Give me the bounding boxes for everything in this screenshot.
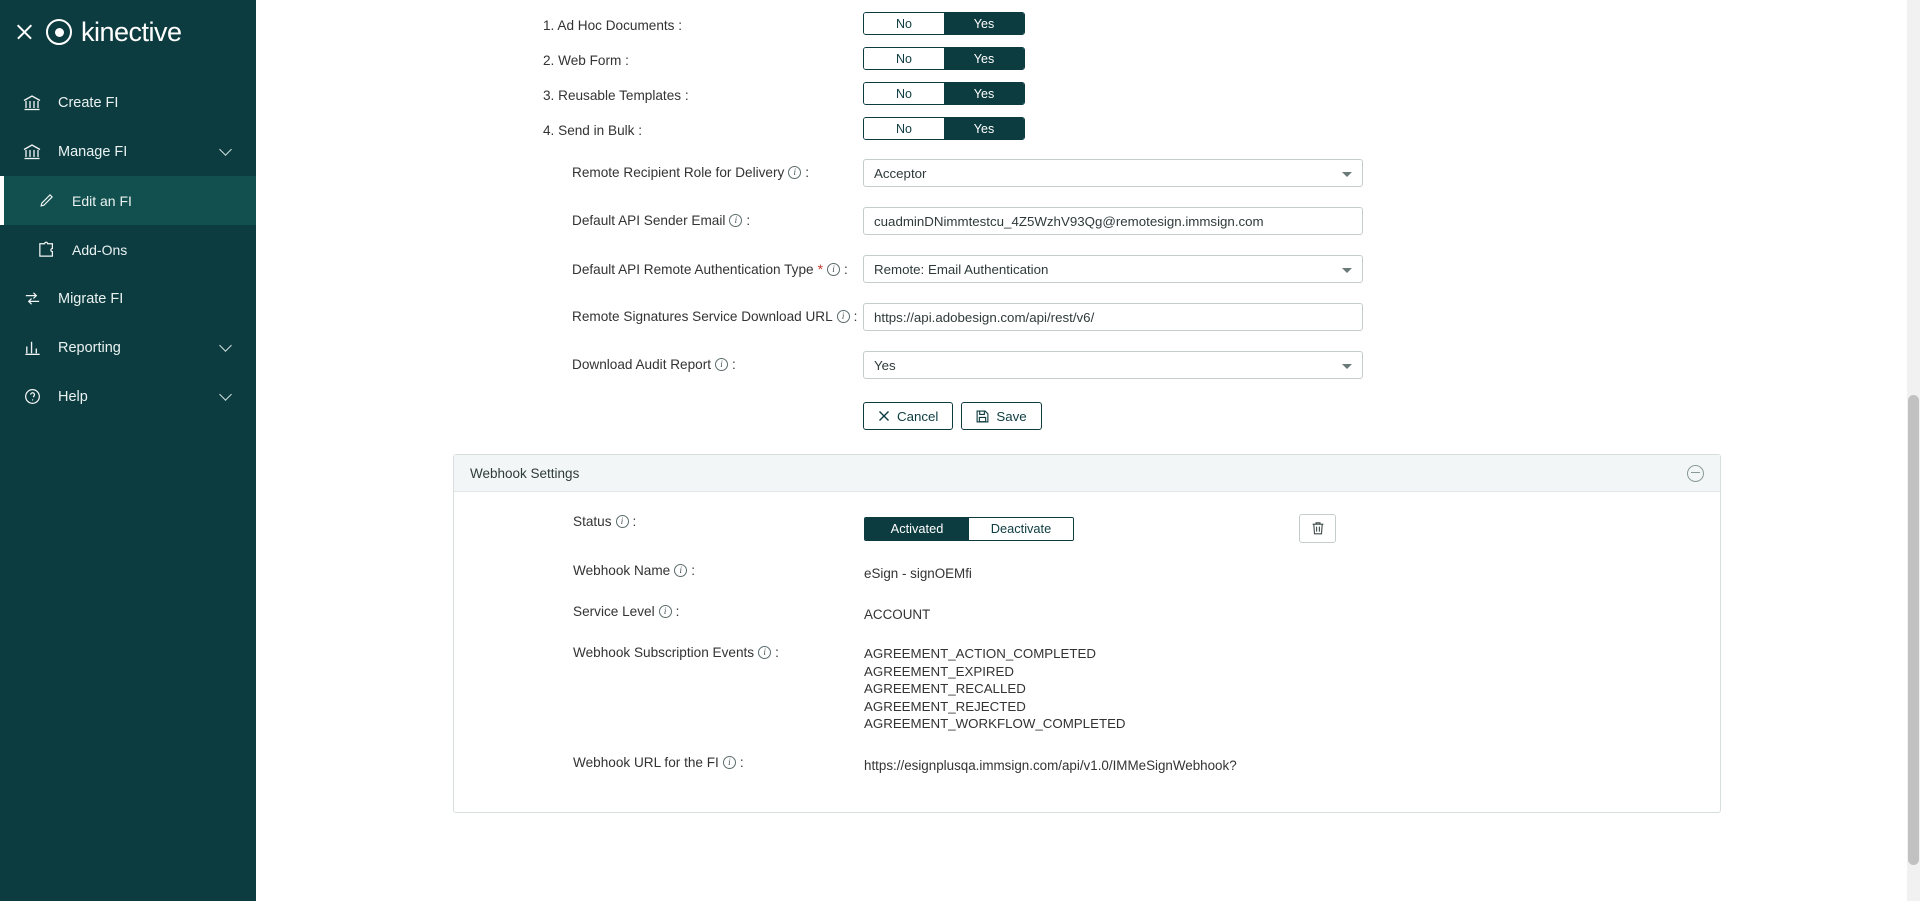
webhook-status-label: [454, 514, 864, 529]
sidebar-label: Reporting: [58, 339, 121, 356]
send-in-bulk-label: [453, 119, 863, 138]
toggle-no[interactable]: No: [864, 118, 944, 139]
sidebar-label: Migrate FI: [58, 290, 124, 307]
input-value: cuadminDNimmtestcu_4Z5WzhV93Qg@remotesign.immsign.com: [874, 213, 1264, 229]
toggle-yes[interactable]: Yes: [944, 48, 1024, 69]
row-default-api-remote-auth-type: [453, 255, 1721, 290]
chevron-down-icon[interactable]: [219, 388, 232, 401]
label-text: Service Level: [573, 604, 655, 619]
ad-hoc-documents-toggle[interactable]: [863, 12, 1025, 35]
row-text: Ad Hoc Documents :: [557, 18, 683, 33]
remote-recipient-role-label: [453, 159, 863, 180]
help-icon: [22, 387, 42, 407]
download-audit-report-select[interactable]: [863, 351, 1363, 379]
select-value: Remote: Email Authentication: [874, 261, 1049, 277]
web-form-toggle[interactable]: [863, 47, 1025, 70]
sidebar: [0, 0, 256, 901]
label-suffix: :: [853, 309, 858, 324]
reusable-templates-toggle[interactable]: [863, 82, 1025, 105]
default-api-remote-auth-type-select[interactable]: [863, 255, 1363, 283]
toggle-no[interactable]: No: [864, 13, 944, 34]
reusable-templates-label: [453, 84, 863, 103]
brand-name: kinective: [81, 16, 182, 47]
chevron-down-icon[interactable]: [219, 143, 232, 156]
delete-webhook-button[interactable]: [1299, 514, 1336, 543]
select-value: Acceptor: [874, 165, 927, 181]
close-icon[interactable]: [14, 21, 36, 43]
vertical-scrollbar[interactable]: [1907, 0, 1920, 901]
row-ad-hoc-documents: [453, 6, 1721, 41]
info-icon[interactable]: i: [659, 605, 672, 618]
row-download-audit-report: [453, 351, 1721, 386]
row-number: 3.: [543, 88, 555, 103]
label-suffix: :: [732, 357, 736, 372]
label-text: Download Audit Report: [572, 357, 712, 372]
select-value: Yes: [874, 357, 896, 373]
toggle-yes[interactable]: Yes: [944, 118, 1024, 139]
web-form-label: [453, 49, 863, 68]
migrate-icon: [22, 289, 42, 309]
label-suffix: :: [746, 213, 751, 228]
row-text: Send in Bulk :: [558, 123, 643, 138]
bank-icon: [22, 93, 42, 113]
info-icon[interactable]: i: [723, 756, 736, 769]
row-webhook-name: [454, 563, 1720, 584]
info-icon[interactable]: i: [837, 310, 850, 323]
sidebar-nav: [0, 78, 256, 421]
label-suffix: :: [632, 514, 637, 529]
pencil-icon: [36, 191, 56, 211]
sidebar-item-create-fi[interactable]: [0, 78, 256, 127]
sidebar-item-edit-an-fi[interactable]: [0, 176, 256, 225]
event-item: AGREEMENT_REJECTED: [864, 698, 1026, 714]
label-text: Webhook URL for the FI: [573, 754, 719, 770]
scrollbar-thumb[interactable]: [1908, 395, 1919, 865]
webhook-status-toggle[interactable]: [864, 517, 1074, 541]
download-audit-report-field: [863, 351, 1721, 379]
event-item: AGREEMENT_EXPIRED: [864, 663, 1014, 679]
webhook-url-label: [454, 755, 864, 770]
chevron-down-icon[interactable]: [1342, 172, 1352, 177]
row-text: Web Form :: [558, 53, 629, 68]
event-item: AGREEMENT_ACTION_COMPLETED: [864, 646, 1096, 661]
info-icon[interactable]: i: [715, 358, 728, 371]
label-suffix: :: [805, 165, 810, 180]
toggle-yes[interactable]: Yes: [944, 83, 1024, 104]
row-web-form: [453, 41, 1721, 76]
label-text: Webhook Subscription Events: [573, 645, 755, 660]
info-icon[interactable]: i: [616, 515, 629, 528]
kinective-mark-icon: [46, 19, 72, 45]
subscription-events-label: [454, 645, 864, 660]
row-number: 4.: [543, 123, 555, 138]
main-content: [256, 0, 1920, 901]
label-suffix: :: [844, 261, 848, 277]
cancel-label: Cancel: [897, 408, 939, 424]
row-text: Reusable Templates :: [558, 88, 689, 103]
label-text: Remote Recipient Role for Delivery: [572, 165, 785, 180]
label-text: Remote Signatures Service Download URL: [572, 309, 833, 324]
save-button[interactable]: [961, 402, 1041, 430]
label-text: Default API Sender Email: [572, 213, 726, 228]
puzzle-icon: [36, 240, 56, 260]
sidebar-label: Edit an FI: [72, 192, 132, 209]
row-number: 2.: [543, 53, 555, 68]
label-text: Default API Remote Authentication Type: [572, 261, 814, 277]
label-suffix: :: [691, 563, 696, 578]
sidebar-label: Create FI: [58, 94, 119, 111]
row-send-in-bulk: [453, 111, 1721, 146]
label-suffix: :: [775, 645, 779, 660]
row-subscription-events: [454, 645, 1720, 733]
scroll-content: [256, 0, 1920, 813]
info-icon[interactable]: i: [674, 564, 687, 577]
webhook-settings-section: [453, 454, 1721, 813]
toggle-no[interactable]: No: [864, 83, 944, 104]
sidebar-item-help[interactable]: [0, 372, 256, 421]
section-title: Webhook Settings: [470, 465, 580, 481]
webhook-url-value: https://esignplusqa.immsign.com/api/v1.0/IMMeSignWebhook?: [864, 757, 1237, 773]
default-api-sender-email-label: [453, 207, 863, 228]
sidebar-header: [0, 0, 256, 64]
collapse-icon[interactable]: [1687, 465, 1704, 482]
default-api-sender-email-input[interactable]: [863, 207, 1363, 235]
remote-signatures-download-url-input[interactable]: [863, 303, 1363, 331]
label-text: Webhook Name: [573, 563, 671, 578]
sidebar-label: Manage FI: [58, 143, 128, 160]
sidebar-item-reporting[interactable]: [0, 323, 256, 372]
chevron-down-icon[interactable]: [1342, 268, 1352, 273]
row-service-level: [454, 604, 1720, 625]
input-value: https://api.adobesign.com/api/rest/v6/: [874, 309, 1095, 325]
status-activated[interactable]: Activated: [865, 518, 969, 540]
remote-recipient-role-field: [863, 159, 1721, 187]
info-icon[interactable]: i: [788, 166, 801, 179]
info-icon[interactable]: i: [758, 646, 771, 659]
event-item: AGREEMENT_WORKFLOW_COMPLETED: [864, 716, 1126, 731]
webhook-settings-header[interactable]: [454, 455, 1720, 492]
event-item: AGREEMENT_RECALLED: [864, 681, 1026, 696]
chevron-down-icon[interactable]: [219, 339, 232, 352]
service-level-value: ACCOUNT: [864, 607, 931, 622]
default-api-remote-auth-type-field: [863, 255, 1721, 283]
form-actions: [863, 402, 1721, 430]
ad-hoc-documents-label: [453, 14, 863, 33]
remote-signatures-download-url-label: [453, 303, 863, 324]
webhook-name-label: [454, 563, 864, 578]
label-suffix: :: [675, 604, 680, 619]
sidebar-item-migrate-fi[interactable]: [0, 274, 256, 323]
toggle-no[interactable]: No: [864, 48, 944, 69]
row-default-api-sender-email: [453, 207, 1721, 242]
row-webhook-url: [454, 755, 1720, 776]
save-label: Save: [996, 408, 1027, 424]
send-in-bulk-toggle[interactable]: [863, 117, 1025, 140]
subscription-events-value: [864, 645, 1126, 733]
label-suffix: :: [739, 754, 744, 770]
service-level-label: [454, 604, 864, 619]
chevron-down-icon[interactable]: [1342, 364, 1352, 369]
remote-recipient-role-select[interactable]: [863, 159, 1363, 187]
default-api-remote-auth-type-label: [453, 255, 863, 277]
esign-settings-panel: [453, 6, 1721, 813]
webhook-name-value: eSign - signOEMfi: [864, 566, 972, 581]
status-deactivate[interactable]: Deactivate: [969, 518, 1073, 540]
row-webhook-status: [454, 514, 1720, 543]
sidebar-label: Add-Ons: [72, 241, 128, 258]
row-number: 1.: [543, 18, 555, 33]
row-reusable-templates: [453, 76, 1721, 111]
sidebar-item-add-ons[interactable]: [0, 225, 256, 274]
bank-icon: [22, 142, 42, 162]
brand-logo: [46, 17, 182, 48]
chart-icon: [22, 338, 42, 358]
info-icon[interactable]: i: [729, 214, 742, 227]
download-audit-report-label: [453, 351, 863, 372]
cancel-button[interactable]: [863, 402, 953, 430]
label-text: Status: [573, 514, 612, 529]
default-api-sender-email-field: [863, 207, 1721, 235]
sidebar-item-manage-fi[interactable]: [0, 127, 256, 176]
required-asterisk: *: [817, 261, 824, 277]
row-remote-recipient-role: [453, 159, 1721, 194]
remote-signatures-download-url-field: [863, 303, 1721, 331]
row-remote-signatures-download-url: [453, 303, 1721, 338]
webhook-status-controls: [864, 514, 1336, 543]
sidebar-label: Help: [58, 388, 88, 405]
info-icon[interactable]: i: [827, 263, 840, 276]
toggle-yes[interactable]: Yes: [944, 13, 1024, 34]
webhook-settings-body: [454, 492, 1720, 812]
